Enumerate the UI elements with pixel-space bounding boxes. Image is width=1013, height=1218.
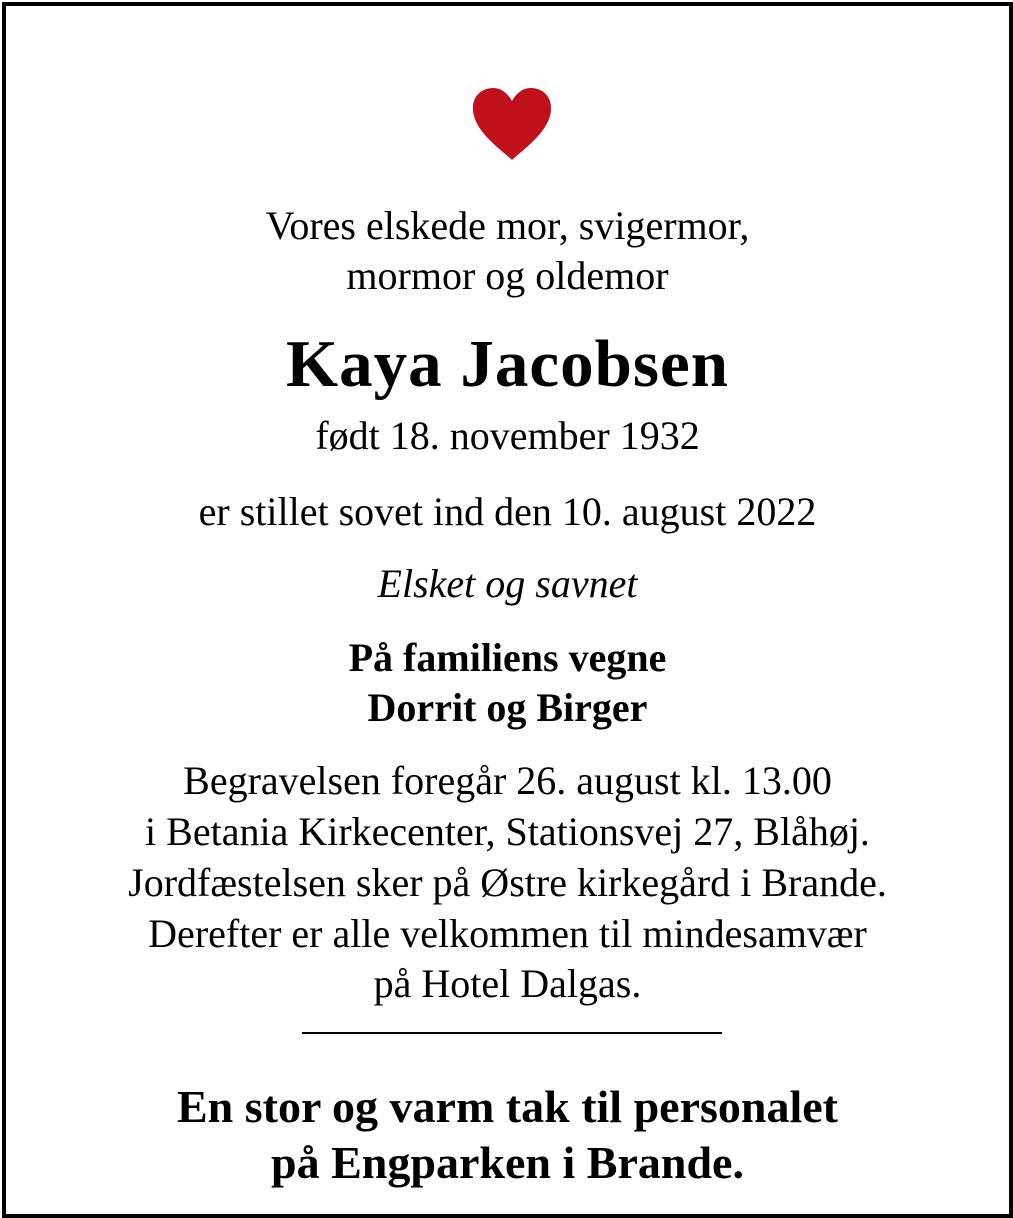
deceased-name: Kaya Jacobsen bbox=[286, 327, 729, 401]
funeral-line-2: i Betania Kirkecenter, Stationsvej 27, Blåhøj. bbox=[145, 809, 870, 854]
funeral-line-1: Begravelsen foregår 26. august kl. 13.00 bbox=[183, 758, 832, 803]
funeral-line-3: Jordfæstelsen sker på Østre kirkegård i Brande. bbox=[128, 860, 887, 905]
thanks-line-1: En stor og varm tak til personalet bbox=[176, 1081, 838, 1132]
signature-line-1: På familiens vegne bbox=[348, 635, 667, 680]
intro-line-2: mormor og oldemor bbox=[346, 253, 669, 298]
divider bbox=[302, 1032, 722, 1034]
thanks-line-2: på Engparken i Brande. bbox=[271, 1137, 744, 1188]
signature-line-2: Dorrit og Birger bbox=[367, 685, 648, 730]
funeral-line-4: Derefter er alle velkommen til mindesamvær bbox=[148, 911, 867, 956]
funeral-line-5: på Hotel Dalgas. bbox=[373, 961, 642, 1006]
birth-date: født 18. november 1932 bbox=[315, 413, 700, 458]
death-date: er stillet sovet ind den 10. august 2022 bbox=[198, 489, 817, 534]
heart-icon bbox=[470, 86, 554, 162]
obituary-notice bbox=[2, 2, 1013, 1218]
motto: Elsket og savnet bbox=[377, 561, 638, 606]
intro-line-1: Vores elskede mor, svigermor, bbox=[265, 203, 750, 248]
